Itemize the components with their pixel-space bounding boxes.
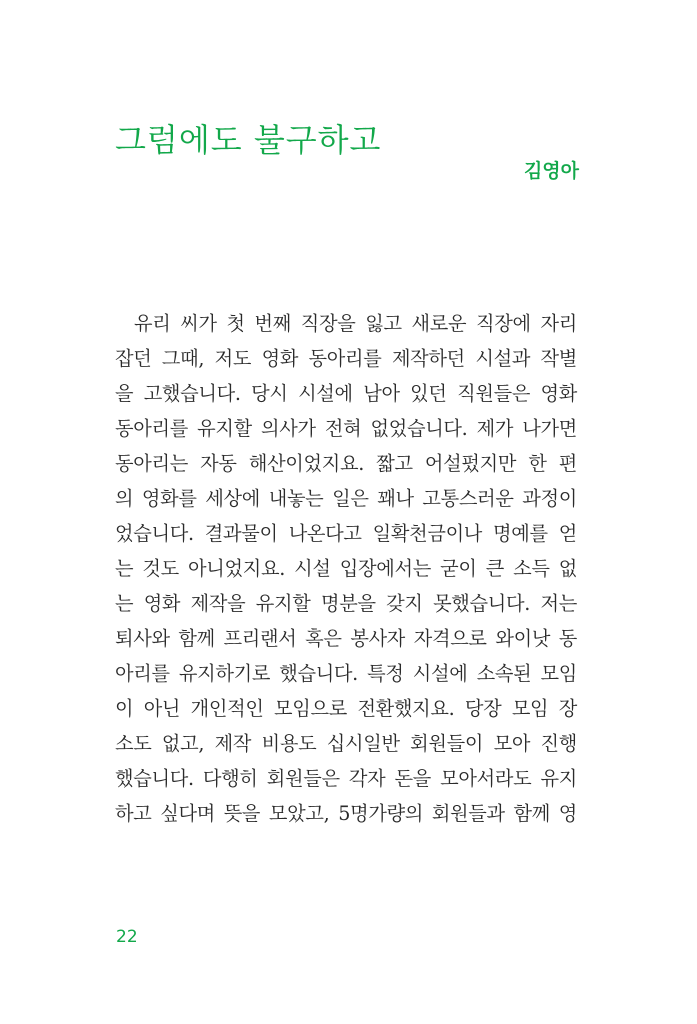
text-line: 아리를 유지하기로 했습니다. 특정 시설에 소속된 모임 <box>115 662 577 685</box>
text-line: 이 아닌 개인적인 모임으로 전환했지요. 당장 모임 장 <box>115 697 577 720</box>
text-line: 퇴사와 함께 프리랜서 혹은 봉사자 자격으로 와이낫 동 <box>115 627 577 650</box>
author-name: 김영아 <box>523 160 579 182</box>
text-line: 잡던 그때, 저도 영화 동아리를 제작하던 시설과 작별 <box>115 347 577 370</box>
text-line: 는 것도 아니었지요. 시설 입장에서는 굳이 큰 소득 없 <box>115 557 577 580</box>
text-line: 동아리를 유지할 의사가 전혀 없었습니다. 제가 나가면 <box>115 417 577 440</box>
text-line: 었습니다. 결과물이 나온다고 일확천금이나 명예를 얻 <box>115 522 577 545</box>
text-line: 유리 씨가 첫 번째 직장을 잃고 새로운 직장에 자리 <box>134 312 577 335</box>
page-number: 22 <box>116 927 138 947</box>
text-line: 을 고했습니다. 당시 시설에 남아 있던 직원들은 영화 <box>115 382 577 405</box>
text-line: 소도 없고, 제작 비용도 십시일반 회원들이 모아 진행 <box>115 732 577 755</box>
body-paragraph <box>115 306 577 831</box>
text-line: 의 영화를 세상에 내놓는 일은 꽤나 고통스러운 과정이 <box>115 487 577 510</box>
text-line: 는 영화 제작을 유지할 명분을 갖지 못했습니다. 저는 <box>115 592 577 615</box>
text-line: 동아리는 자동 해산이었지요. 짧고 어설펐지만 한 편 <box>115 452 577 475</box>
text-line: 했습니다. 다행히 회원들은 각자 돈을 모아서라도 유지 <box>115 767 577 790</box>
text-line: 하고 싶다며 뜻을 모았고, 5명가량의 회원들과 함께 영 <box>115 802 577 825</box>
chapter-title: 그럼에도 불구하고 <box>115 121 382 159</box>
